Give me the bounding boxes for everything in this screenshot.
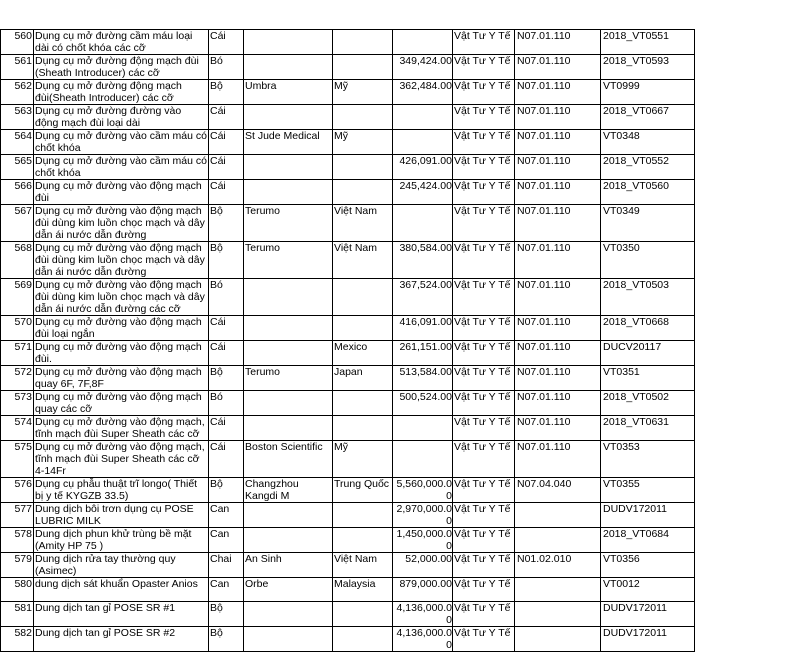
row-number-cell: 569	[1, 279, 34, 316]
item-name-cell: dung dịch sát khuẩn Opaster Anios	[34, 578, 209, 602]
item-name-cell: Dung dịch tan gỉ POSE SR #2	[34, 627, 209, 652]
item-code-cell: VT0355	[601, 478, 695, 503]
group-code-cell: N07.01.110	[515, 441, 601, 478]
row-number-cell: 572	[1, 366, 34, 391]
group-code-cell: N07.01.110	[515, 366, 601, 391]
item-code-cell: 2018_VT0668	[601, 316, 695, 341]
table-row	[1, 155, 695, 180]
manufacturer-cell: Terumo	[244, 205, 333, 242]
unit-cell: Can	[209, 578, 244, 602]
origin-cell: Việt Nam	[333, 205, 393, 242]
category-cell: Vật Tư Y Tế	[453, 155, 515, 180]
manufacturer-cell	[244, 55, 333, 80]
origin-cell: Mỹ	[333, 441, 393, 478]
group-code-cell	[515, 602, 601, 627]
row-number-cell: 563	[1, 105, 34, 130]
item-code-cell: DUCV20117	[601, 341, 695, 366]
manufacturer-cell	[244, 279, 333, 316]
row-number-cell: 571	[1, 341, 34, 366]
table-row	[1, 627, 695, 652]
table-row	[1, 416, 695, 441]
group-code-cell: N07.04.040	[515, 478, 601, 503]
item-code-cell: 2018_VT0593	[601, 55, 695, 80]
origin-cell	[333, 180, 393, 205]
origin-cell: Trung Quốc	[333, 478, 393, 503]
table-row	[1, 30, 695, 55]
group-code-cell	[515, 578, 601, 602]
unit-cell: Cái	[209, 155, 244, 180]
price-cell: 52,000.00	[393, 553, 453, 578]
price-cell	[393, 105, 453, 130]
price-cell: 261,151.00	[393, 341, 453, 366]
origin-cell	[333, 279, 393, 316]
unit-cell: Bộ	[209, 478, 244, 503]
origin-cell	[333, 528, 393, 553]
category-cell: Vật Tư Y Tế	[453, 503, 515, 528]
manufacturer-cell	[244, 391, 333, 416]
price-cell: 4,136,000.00	[393, 627, 453, 652]
origin-cell: Mexico	[333, 341, 393, 366]
table-row	[1, 528, 695, 553]
price-cell: 5,560,000.00	[393, 478, 453, 503]
origin-cell: Mỹ	[333, 130, 393, 155]
unit-cell: Cái	[209, 105, 244, 130]
price-cell: 416,091.00	[393, 316, 453, 341]
table-row	[1, 180, 695, 205]
category-cell: Vật Tư Y Tế	[453, 316, 515, 341]
price-cell: 367,524.00	[393, 279, 453, 316]
price-cell: 362,484.00	[393, 80, 453, 105]
category-cell: Vật Tư Y Tế	[453, 242, 515, 279]
item-code-cell: DUDV172011	[601, 503, 695, 528]
category-cell: Vật Tư Y Tế	[453, 441, 515, 478]
unit-cell: Cái	[209, 416, 244, 441]
row-number-cell: 577	[1, 503, 34, 528]
item-code-cell: VT0348	[601, 130, 695, 155]
item-code-cell: 2018_VT0560	[601, 180, 695, 205]
row-number-cell: 560	[1, 30, 34, 55]
unit-cell: Bộ	[209, 627, 244, 652]
origin-cell: Mỹ	[333, 80, 393, 105]
manufacturer-cell	[244, 341, 333, 366]
row-number-cell: 576	[1, 478, 34, 503]
unit-cell: Bó	[209, 391, 244, 416]
manufacturer-cell: Terumo	[244, 366, 333, 391]
group-code-cell: N07.01.110	[515, 105, 601, 130]
unit-cell: Bó	[209, 55, 244, 80]
category-cell: Vật Tư Y Tế	[453, 553, 515, 578]
category-cell: Vật Tư Y Tế	[453, 416, 515, 441]
origin-cell	[333, 602, 393, 627]
item-code-cell: 2018_VT0552	[601, 155, 695, 180]
manufacturer-cell: Terumo	[244, 242, 333, 279]
table-body	[1, 30, 695, 652]
category-cell: Vật Tư Y Tế	[453, 105, 515, 130]
origin-cell	[333, 105, 393, 130]
table-row	[1, 130, 695, 155]
category-cell: Vật Tư Y Tế	[453, 130, 515, 155]
unit-cell: Chai	[209, 553, 244, 578]
row-number-cell: 567	[1, 205, 34, 242]
item-code-cell: VT0012	[601, 578, 695, 602]
category-cell: Vật Tư Y Tế	[453, 341, 515, 366]
unit-cell: Bộ	[209, 602, 244, 627]
price-cell	[393, 205, 453, 242]
price-cell: 245,424.00	[393, 180, 453, 205]
item-name-cell: Dụng cụ mở đường vào cầm máu có chốt khóa	[35, 155, 207, 179]
table-row	[1, 503, 695, 528]
unit-cell: Can	[209, 503, 244, 528]
unit-cell: Cái	[209, 180, 244, 205]
item-name-cell: Dụng cụ mở đường động mạch đùi(Sheath Introducer) các cỡ	[34, 80, 209, 105]
group-code-cell: N07.01.110	[515, 30, 601, 55]
item-name-cell: Dung dịch tan gỉ POSE SR #1	[34, 602, 209, 627]
unit-cell: Can	[209, 528, 244, 553]
table-row	[1, 366, 695, 391]
group-code-cell: N07.01.110	[515, 205, 601, 242]
category-cell: Vật Tư Y Tế	[453, 205, 515, 242]
item-code-cell: VT0351	[601, 366, 695, 391]
item-code-cell: VT0353	[601, 441, 695, 478]
group-code-cell: N07.01.110	[515, 242, 601, 279]
unit-cell: Bộ	[209, 366, 244, 391]
table-row	[1, 341, 695, 366]
table-row	[1, 80, 695, 105]
origin-cell	[333, 316, 393, 341]
table-row	[1, 441, 695, 478]
unit-cell: Cái	[209, 316, 244, 341]
manufacturer-cell: Umbra	[244, 80, 333, 105]
unit-cell: Bó	[209, 279, 244, 316]
price-cell: 380,584.00	[393, 242, 453, 279]
item-name-cell: Dung dịch phun khử trùng bề mặt (Amity HP 75 )	[34, 528, 209, 553]
price-cell: 2,970,000.00	[393, 503, 453, 528]
manufacturer-cell	[244, 602, 333, 627]
category-cell: Vật Tư Y Tế	[453, 55, 515, 80]
table-row	[1, 553, 695, 578]
category-cell: Vật Tư Y Tế	[453, 180, 515, 205]
item-code-cell: 2018_VT0631	[601, 416, 695, 441]
unit-cell: Cái	[209, 130, 244, 155]
row-number-cell: 574	[1, 416, 34, 441]
table-row	[1, 55, 695, 80]
item-code-cell: 2018_VT0503	[601, 279, 695, 316]
row-number-cell: 562	[1, 80, 34, 105]
item-name-cell: Dụng cụ mở đường vào động mạch đùi dùng kim luồn chọc mạch và dây dẫn ái nước dẫn đường	[34, 205, 209, 242]
price-cell: 500,524.00	[393, 391, 453, 416]
row-number-cell: 578	[1, 528, 34, 553]
item-name-cell: Dụng cụ mở đường động mạch đùi (Sheath Introducer) các cỡ	[34, 55, 209, 80]
price-cell	[393, 130, 453, 155]
group-code-cell: N07.01.110	[515, 341, 601, 366]
unit-cell: Cái	[209, 30, 244, 55]
table-row	[1, 578, 695, 602]
row-number-cell: 580	[1, 578, 34, 602]
item-name-cell: Dụng cụ phẫu thuật trĩ longo( Thiết bị y tế KYGZB 33.5)	[34, 478, 209, 503]
table-row	[1, 279, 695, 316]
unit-cell: Cái	[209, 341, 244, 366]
item-name-cell: Dung dịch rửa tay thường quy (Asimec)	[34, 553, 209, 578]
manufacturer-cell	[244, 416, 333, 441]
item-code-cell: 2018_VT0502	[601, 391, 695, 416]
category-cell: Vật Tư Y Tế	[453, 279, 515, 316]
item-code-cell: DUDV172011	[601, 627, 695, 652]
item-name-cell: Dung dịch bôi trơn dụng cụ POSE LUBRIC MILK	[34, 503, 209, 528]
category-cell: Vật Tư Y Tế	[453, 602, 515, 627]
category-cell: Vật Tư Y Tế	[453, 528, 515, 553]
price-cell	[393, 30, 453, 55]
row-number-cell: 573	[1, 391, 34, 416]
manufacturer-cell: Orbe	[244, 578, 333, 602]
row-number-cell: 582	[1, 627, 34, 652]
item-name-cell: Dụng cụ mở đường đường vào động mạch đùi loại dài	[34, 105, 209, 130]
manufacturer-cell	[244, 316, 333, 341]
item-name-cell: Dụng cụ mở đường cầm máu loại dài có chốt khóa các cỡ	[34, 30, 209, 55]
origin-cell: Malaysia	[333, 578, 393, 602]
item-name-cell: Dụng cụ mở đường vào động mạch đùi.	[34, 341, 209, 366]
item-code-cell: DUDV172011	[601, 602, 695, 627]
row-number-cell: 565	[1, 155, 34, 180]
item-name-cell: Dụng cụ mở đường vào động mạch quay 6F, 7F,8F	[34, 366, 209, 391]
item-name-cell: Dụng cụ mở đường vào động mạch đùi dùng kim luồn chọc mạch và dây dẫn ái nước dẫn đường	[34, 242, 209, 279]
row-number-cell: 564	[1, 130, 34, 155]
manufacturer-cell	[244, 180, 333, 205]
origin-cell	[333, 391, 393, 416]
item-code-cell: VT0356	[601, 553, 695, 578]
manufacturer-cell: St Jude Medical	[244, 130, 333, 155]
group-code-cell: N07.01.110	[515, 279, 601, 316]
item-name-cell: Dụng cụ mở đường vào động mạch, tĩnh mạch đùi Super Sheath các cỡ 4-14Fr	[34, 441, 209, 478]
row-number-cell: 581	[1, 602, 34, 627]
origin-cell	[333, 30, 393, 55]
origin-cell	[333, 416, 393, 441]
manufacturer-cell	[244, 528, 333, 553]
origin-cell	[333, 627, 393, 652]
unit-cell: Bộ	[209, 205, 244, 242]
item-code-cell: 2018_VT0684	[601, 528, 695, 553]
item-code-cell: VT0999	[601, 80, 695, 105]
group-code-cell: N07.01.110	[515, 391, 601, 416]
origin-cell	[333, 155, 393, 180]
item-name-cell: Dụng cụ mở đường vào động mạch, tĩnh mạch đùi Super Sheath các cỡ	[34, 416, 209, 441]
item-code-cell: 2018_VT0667	[601, 105, 695, 130]
price-cell: 1,450,000.00	[393, 528, 453, 553]
row-number-cell: 561	[1, 55, 34, 80]
manufacturer-cell: Changzhou Kangdi M	[244, 478, 333, 503]
category-cell: Vật Tư Y Tế	[453, 627, 515, 652]
group-code-cell: N07.01.110	[515, 316, 601, 341]
group-code-cell: N07.01.110	[515, 155, 601, 180]
price-cell: 513,584.00	[393, 366, 453, 391]
category-cell: Vật Tư Y Tế	[453, 478, 515, 503]
item-code-cell: VT0350	[601, 242, 695, 279]
item-code-cell: 2018_VT0551	[601, 30, 695, 55]
price-cell	[393, 416, 453, 441]
item-name-cell: Dụng cụ mở đường vào động mạch quay các cỡ	[34, 391, 209, 416]
category-cell: Vật Tư Y Tế	[453, 391, 515, 416]
table-row	[1, 478, 695, 503]
row-number-cell: 570	[1, 316, 34, 341]
group-code-cell	[515, 503, 601, 528]
row-number-cell: 575	[1, 441, 34, 478]
group-code-cell: N07.01.110	[515, 55, 601, 80]
group-code-cell: N07.01.110	[515, 180, 601, 205]
manufacturer-cell: An Sinh	[244, 553, 333, 578]
table-row	[1, 602, 695, 627]
item-name-cell: Dụng cụ mở đường vào cầm máu có chốt khóa	[35, 130, 207, 154]
manufacturer-cell	[244, 105, 333, 130]
manufacturer-cell	[244, 155, 333, 180]
price-cell: 4,136,000.00	[393, 602, 453, 627]
row-number-cell: 568	[1, 242, 34, 279]
table-row	[1, 391, 695, 416]
row-number-cell: 579	[1, 553, 34, 578]
price-list-table	[0, 29, 695, 652]
item-name-cell: Dụng cụ mở đường vào động mạch đùi loại ngắn	[34, 316, 209, 341]
origin-cell	[333, 503, 393, 528]
unit-cell: Cái	[209, 441, 244, 478]
group-code-cell: N07.01.110	[515, 416, 601, 441]
price-cell: 879,000.00	[393, 578, 453, 602]
item-name-cell: Dụng cụ mở đường vào động mạch đùi dùng kim luồn chọc mạch và dây dẫn ái nước dẫn đường các cỡ	[34, 279, 209, 316]
group-code-cell: N07.01.110	[515, 80, 601, 105]
manufacturer-cell	[244, 503, 333, 528]
category-cell: Vật Tư Y Tế	[453, 30, 515, 55]
manufacturer-cell	[244, 627, 333, 652]
price-cell: 349,424.00	[393, 55, 453, 80]
table-row	[1, 242, 695, 279]
category-cell: Vật Tư Y Tế	[453, 366, 515, 391]
origin-cell: Japan	[333, 366, 393, 391]
table-row	[1, 316, 695, 341]
price-cell	[393, 441, 453, 478]
unit-cell: Bộ	[209, 242, 244, 279]
category-cell: Vật Tư Y Tế	[453, 578, 515, 602]
group-code-cell: N01.02.010	[515, 553, 601, 578]
manufacturer-cell: Boston Scientific	[244, 441, 333, 478]
table-row	[1, 205, 695, 242]
table-row	[1, 105, 695, 130]
group-code-cell	[515, 528, 601, 553]
item-name-cell: Dụng cụ mở đường vào động mạch đùi	[34, 180, 209, 205]
group-code-cell	[515, 627, 601, 652]
unit-cell: Bộ	[209, 80, 244, 105]
origin-cell: Việt Nam	[333, 242, 393, 279]
category-cell: Vật Tư Y Tế	[453, 80, 515, 105]
row-number-cell: 566	[1, 180, 34, 205]
group-code-cell: N07.01.110	[515, 130, 601, 155]
origin-cell: Việt Nam	[333, 553, 393, 578]
origin-cell	[333, 55, 393, 80]
manufacturer-cell	[244, 30, 333, 55]
price-cell: 426,091.00	[393, 155, 453, 180]
item-code-cell: VT0349	[601, 205, 695, 242]
